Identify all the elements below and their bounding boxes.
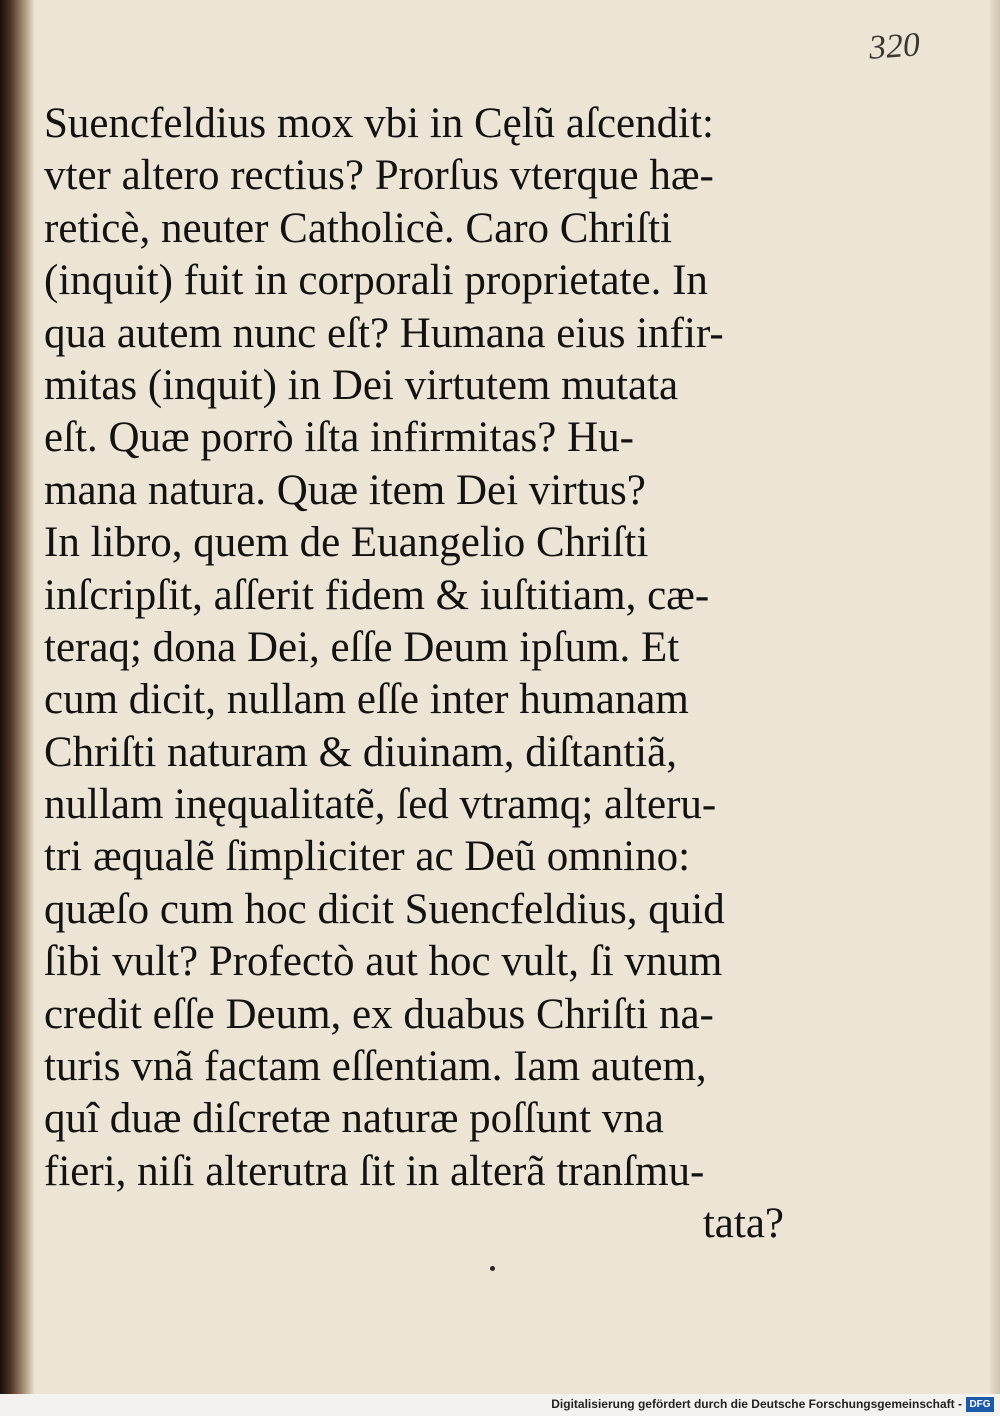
text-line: Suencfeldius mox vbi in Cęlũ aſcendit: xyxy=(44,100,714,147)
footer-credit: Digitalisierung gefördert durch die Deutsche Forschungsgemeinschaft - xyxy=(551,1397,962,1411)
text-line: vter altero rectius? Prorſus vterque hæ- xyxy=(44,152,714,200)
text-line: turis vnã factam eſſentiam. Iam autem, xyxy=(44,1043,707,1091)
text-line: In libro, quem de Euangelio Chriſti xyxy=(44,519,649,567)
folio-number: 320 xyxy=(867,26,922,67)
text-block xyxy=(44,98,784,1251)
page-edge xyxy=(990,0,1000,1394)
text-line: quî duæ diſcretæ naturæ poſſunt vna xyxy=(44,1095,664,1143)
ink-dot xyxy=(490,1266,495,1271)
catchword: tata? xyxy=(702,1200,784,1248)
text-line: fieri, niſi alterutra ſit in alterã tranſmu- xyxy=(44,1147,705,1195)
text-line: qua autem nunc eſt? Humana eius infir- xyxy=(44,309,724,357)
text-line: mana natura. Quæ item Dei virtus? xyxy=(44,466,646,514)
text-line: (inquit) fuit in corporali proprietate. In xyxy=(44,257,708,305)
text-line: mitas (inquit) in Dei virtutem mutata xyxy=(44,361,679,409)
text-line: cum dicit, nullam eſſe inter humanam xyxy=(44,676,689,724)
dfg-logo: DFG xyxy=(966,1397,994,1412)
digitization-footer xyxy=(0,1394,1000,1416)
text-line: eſt. Quæ porrò iſta infirmitas? Hu- xyxy=(44,414,634,462)
text-line: Chriſti naturam & diuinam, diſtantiã, xyxy=(44,728,677,776)
text-line: credit eſſe Deum, ex duabus Chriſti na- xyxy=(44,990,714,1038)
text-line: teraq; dona Dei, eſſe Deum ipſum. Et xyxy=(44,623,680,671)
text-line: ſibi vult? Profectò aut hoc vult, ſi vnum xyxy=(44,938,723,986)
text-line: quæſo cum hoc dicit Suencfeldius, quid xyxy=(44,885,725,933)
text-line: tri æqualẽ ſimpliciter ac Deũ omnino: xyxy=(44,833,691,881)
text-line: inſcripſit, aſſerit fidem & iuſtitiam, cæ- xyxy=(44,571,710,619)
text-line: nullam inęqualitatẽ, ſed vtramq; alteru- xyxy=(44,781,717,829)
gutter-shadow xyxy=(0,0,34,1394)
text-line: reticè, neuter Catholicè. Caro Chriſti xyxy=(44,204,673,252)
